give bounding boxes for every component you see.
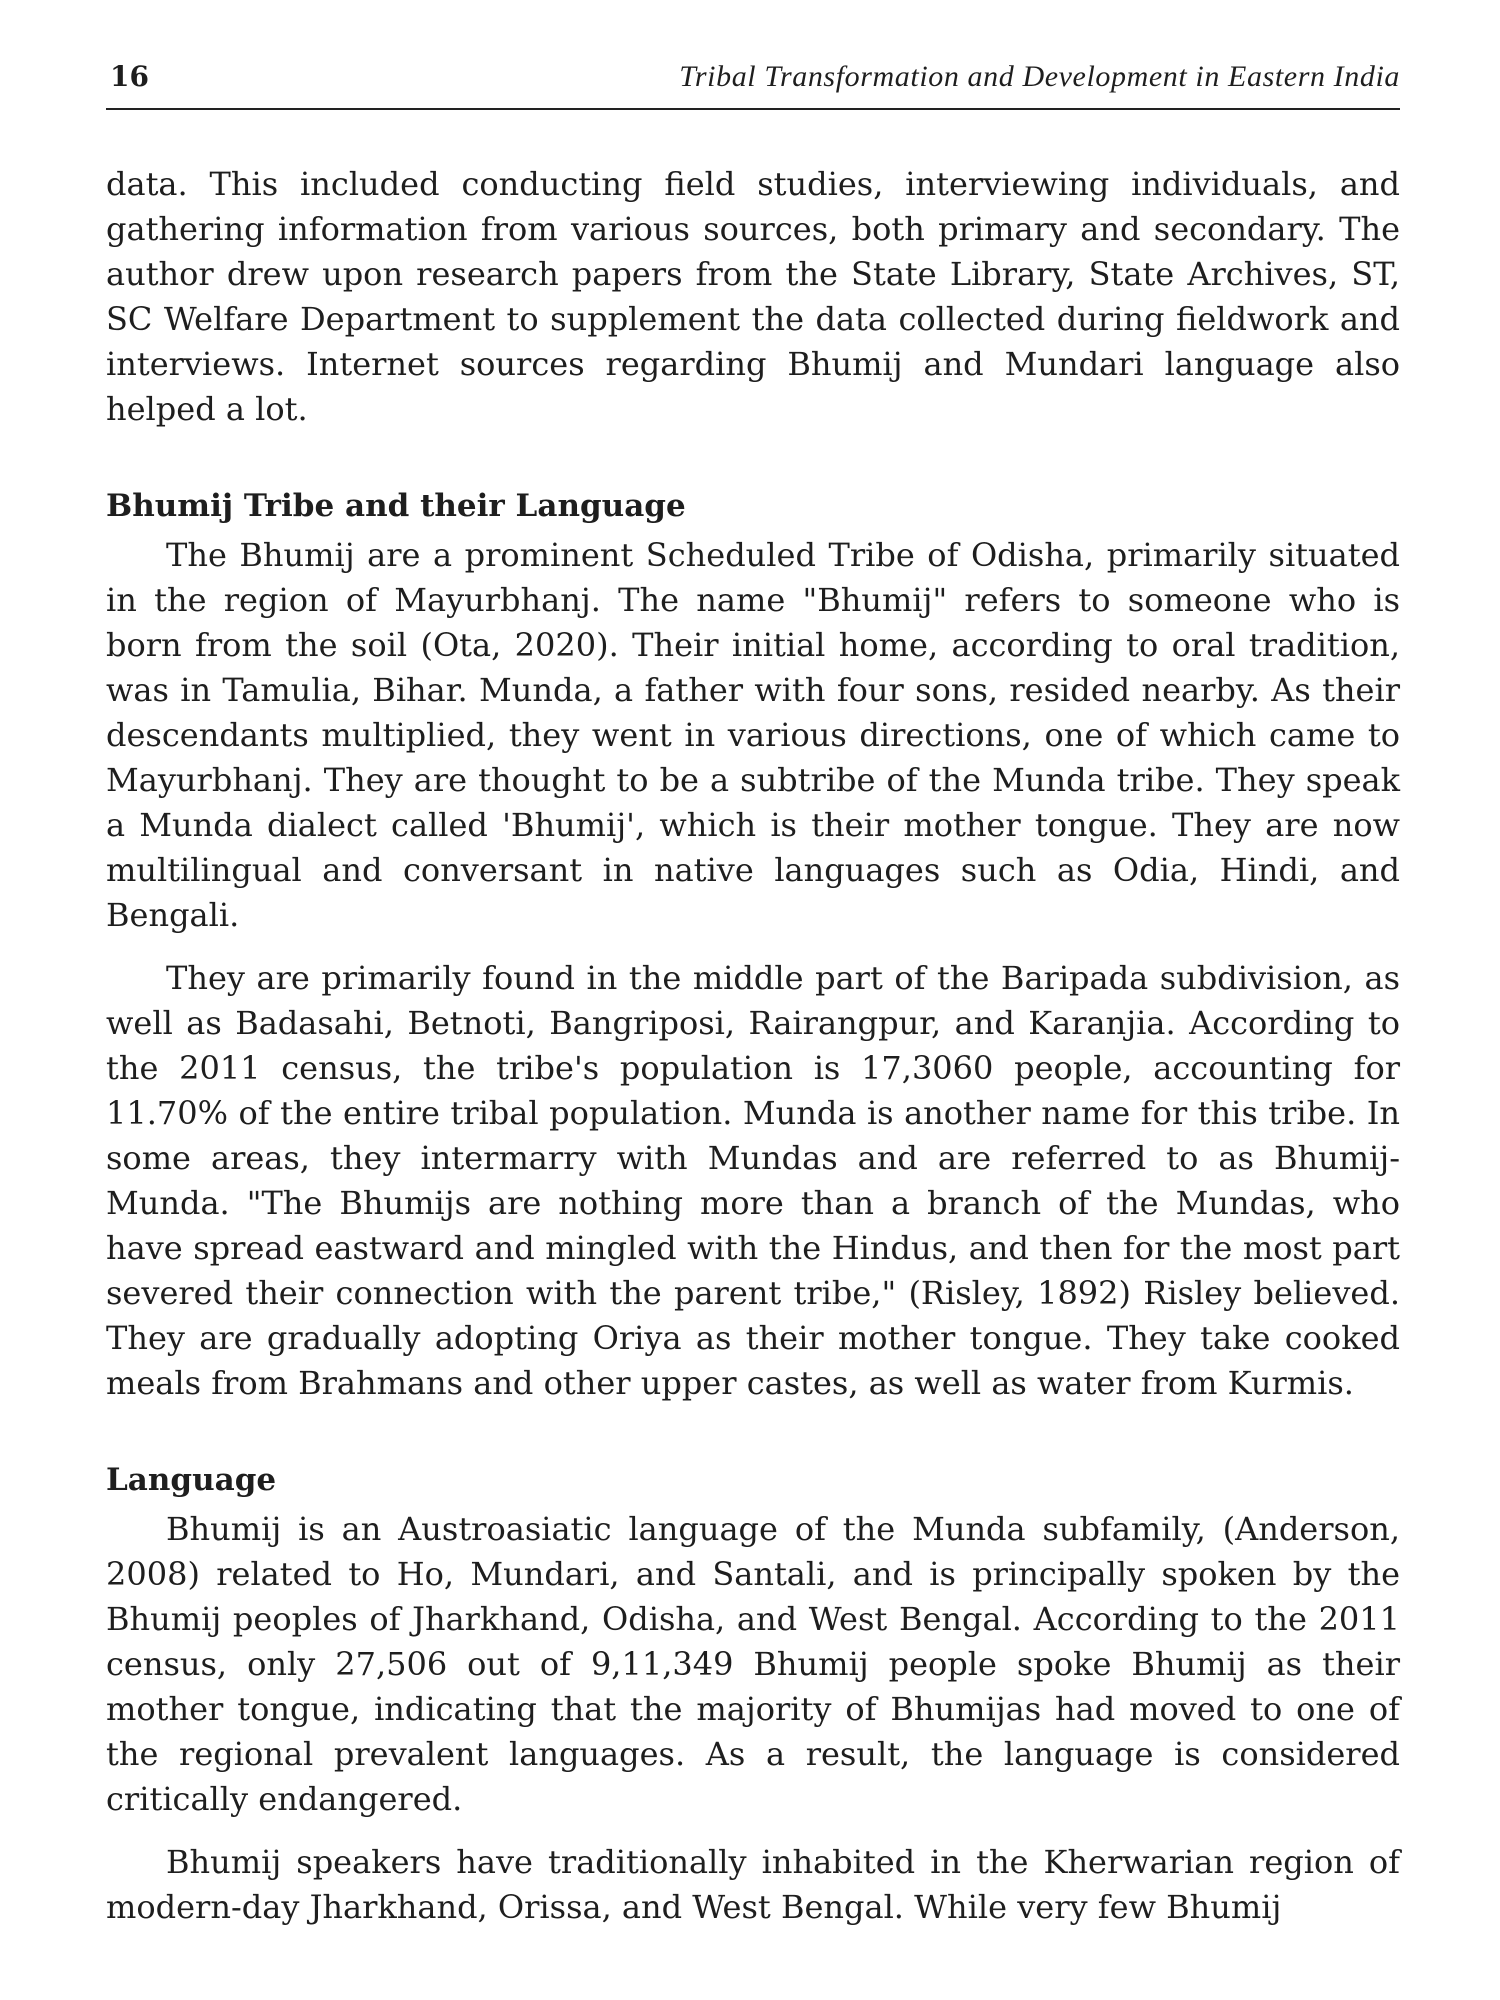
- page-header: [106, 50, 1400, 110]
- book-page: [106, 50, 1400, 1930]
- paragraph-bhumij-distribution: They are primarily found in the middle part of the Baripada subdivision, as well as Badasahi, Betnoti, Bangriposi, Rairangpur, and Karanjia. According to the 2011 census, the tribe's population is 17,3060 people, accounting for 11.70% of the entire tribal population. Munda is another name for this tribe. In some areas, they intermarry with Mundas and are referred to as Bhumij-Munda. "The Bhumijs are nothing more than a branch of the Mundas, who have spread eastward and mingled with the Hindus, and then for the most part severed their connection with the parent tribe," (Risley, 1892) Risley believed. They are gradually adopting Oriya as their mother tongue. They take cooked meals from Brahmans and other upper castes, as well as water from Kurmis.: [106, 959, 1400, 1402]
- paragraph-language-intro: Bhumij is an Austroasiatic language of the Munda subfamily, (Anderson, 2008) related to Ho, Mundari, and Santali, and is principally spoken by the Bhumij peoples of Jharkhand, Odisha, and West Bengal. According to the 2011 census, only 27,506 out of 9,11,349 Bhumij people spoke Bhumij as their mother tongue, indicating that the majority of Bhumijas had moved to one of the regional prevalent languages. As a result, the language is considered critically endangered.: [106, 1510, 1400, 1818]
- paragraph-bhumij-intro: The Bhumij are a prominent Scheduled Tribe of Odisha, primarily situated in the region of Mayurbhanj. The name "Bhumij" refers to someone who is born from the soil (Ota, 2020). Their initial home, according to oral tradition, was in Tamulia, Bihar. Munda, a father with four sons, resided nearby. As their descendants multiplied, they went in various directions, one of which came to Mayurbhanj. They are thought to be a subtribe of the Munda tribe. They speak a Munda dialect called 'Bhumij', which is their mother tongue. They are now multilingual and conversant in native languages such as Odia, Hindi, and Bengali.: [106, 536, 1400, 934]
- running-title: Tribal Transformation and Development in Eastern India: [679, 60, 1400, 93]
- paragraph-continuation: data. This included conducting field studies, interviewing individuals, and gathering information from various sources, both primary and secondary. The author drew upon research papers from the State Library, State Archives, ST, SC Welfare Department to supplement the data collected during fieldwork and interviews. Internet sources regarding Bhumij and Mundari language also helped a lot.: [106, 165, 1400, 428]
- paragraph-language-region: Bhumij speakers have traditionally inhabited in the Kherwarian region of modern-day Jharkhand, Orissa, and West Bengal. While very few Bhumij: [106, 1843, 1400, 1926]
- section-heading-language: Language: [106, 1462, 277, 1498]
- section-heading-bhumij-tribe: Bhumij Tribe and their Language: [106, 488, 686, 524]
- page-body: [106, 162, 1400, 1930]
- page-number: 16: [110, 60, 149, 93]
